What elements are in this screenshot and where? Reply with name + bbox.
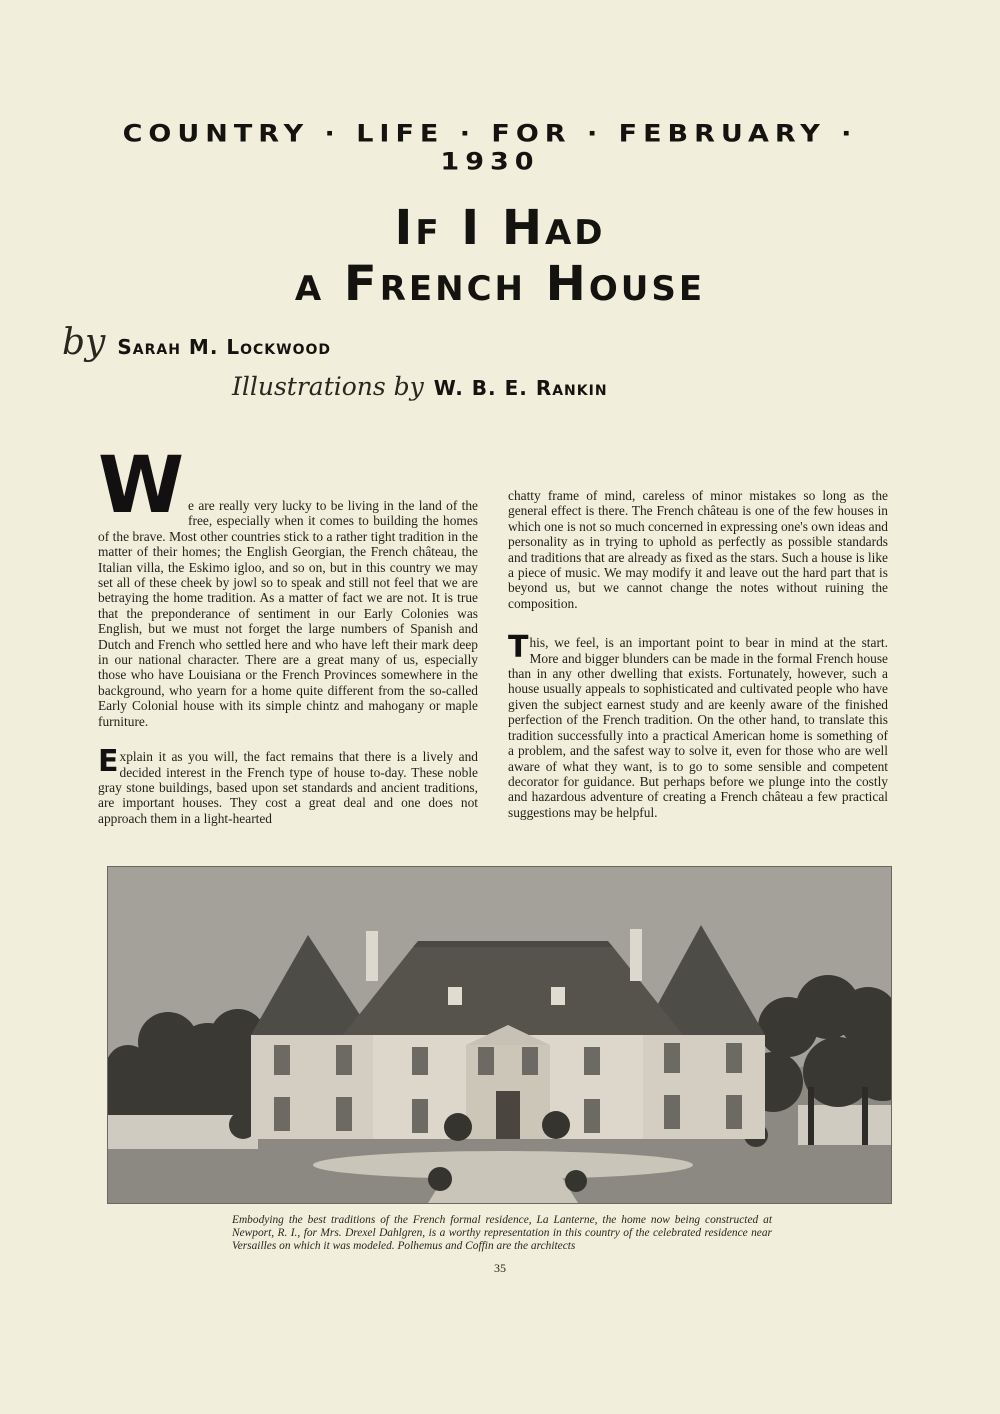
illustrator-name: W. B. E. Rankin [433,376,608,400]
drop-cap: E [98,744,119,780]
chateau-drawing [108,867,891,1203]
article-title-line-2: a French House [294,256,706,312]
paragraph-text: chatty frame of mind, careless of minor mistakes so long as the general effect is there. The French château is one of the few houses in which one is not so much concerned in expressing one's own ideas and personality as in trying to uphold as perfectly as possible standards and traditions that are already as fixed as the stars. Such a house is like a piece of music. We may modify it and leave out the hard part that is beyond us, but we cannot change the notes without ruining the composition. [508,488,888,611]
paragraph-text: e are really very lucky to be living in the land of the free, especially when it comes to building the homes of the brave. Most other countries stick to a rather tight tradition in the matter of their homes; the English Georgian, the French château, the Italian villa, the Eskimo igloo, and so on, but in this country we may set all of these cheek by jowl so to speak and still not feel that we are betraying the home tradition. As a matter of fact we are not. It is true that the preponderance of sentiment in our Early Colonies was English, but we must not forget the large numbers of Spanish and Dutch and French who settled here and who have left their mark deep in our national character. There are a great many of us, especially those who have Louisiana or the French Provinces somewhere in the background, who yearn for a home quite different from the so-called Early Colonial house with its simple chintz and mahogany or maple furniture. [98,498,478,729]
by-label: by [62,322,106,363]
article-paragraph [98,744,478,826]
article-paragraph [508,630,888,820]
paragraph-text: xplain it as you will, the fact remains that there is a lively and decided interest in the French type of house to-day. These noble gray stone buildings, based upon set standards and ancient traditions, are important houses. They cost a great deal and one does not approach them in a light-hearted [98,749,478,826]
page-number: 35 [494,1261,506,1275]
illustrator-credit [232,372,608,401]
article-title-line-1: If I Had [394,200,606,256]
illustrations-label: Illustrations by [232,372,424,401]
article-paragraph [98,441,478,729]
article-column-right [508,488,888,840]
article-paragraph [508,488,888,611]
illustration-caption: Embodying the best traditions of the French formal residence, La Lanterne, the home now being constructed at Newport, R. I., for Mrs. Drexel Dahlgren, is a worthy representation in this country of the celebrated residence near Versailles on which it was modeled. Polhemus and Coffin are the architects [232,1214,772,1253]
byline [62,322,331,363]
drop-cap: T [508,630,529,666]
paragraph-text: his, we feel, is an important point to bear in mind at the start. More and bigger blunders can be made in the formal French house than in any other dwelling that exists. Fortunately, however, such a house usually appeals to sophisticated and cultivated people who have given the subject earnest study and are keenly aware of the finished perfection of the French tradition. On the other hand, to translate this tradition successfully into a practical American home is something of a problem, and the safest way to solve it, even for those who are well aware of what they want, is to go to some sensible and competent decorator for guidance. But perhaps before we plunge into the costly and hazardous adventure of creating a French château a few practical suggestions may be helpful. [508,635,888,820]
drop-cap: W [98,441,185,531]
french-chateau-illustration [107,866,892,1204]
article-column-left [98,441,478,846]
masthead: COUNTRY · LIFE · FOR · FEBRUARY · 1930 [122,120,858,176]
author-name: Sarah M. Lockwood [117,335,332,359]
